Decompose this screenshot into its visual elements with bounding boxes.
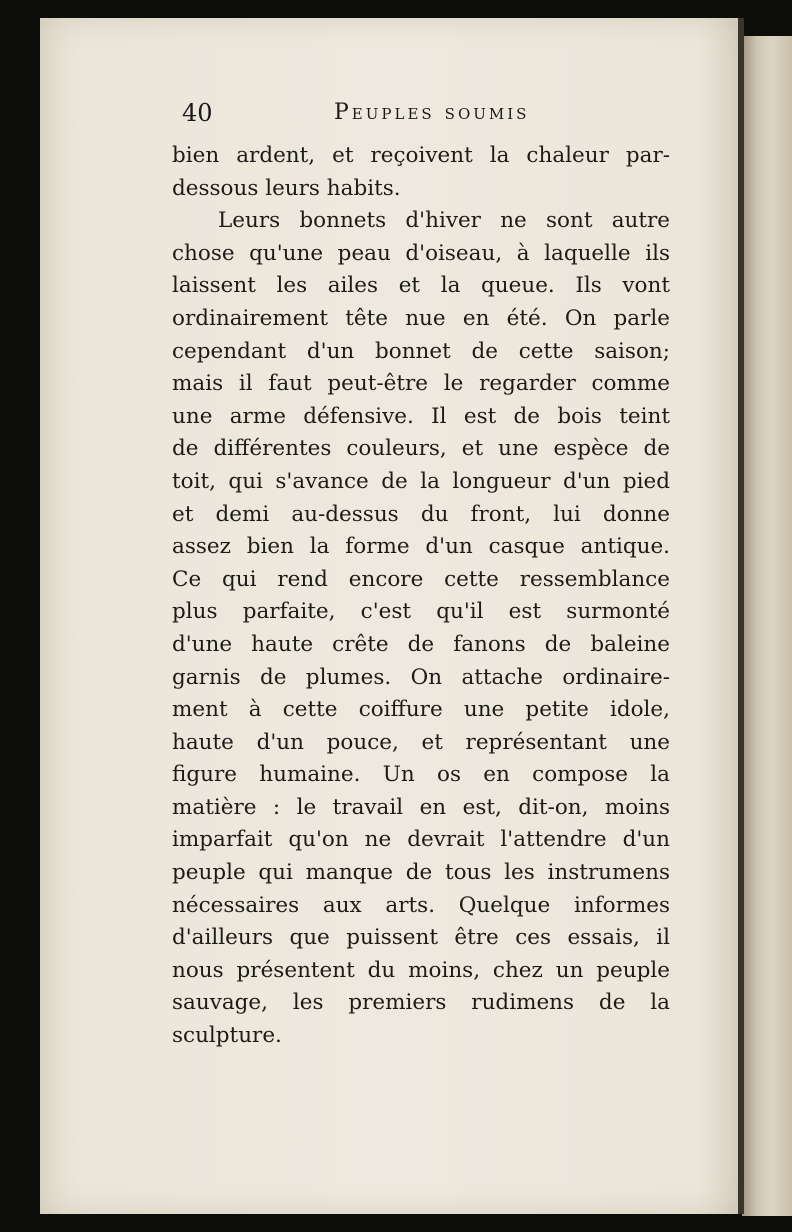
text-line: haute d'un pouce, et représentant une: [172, 729, 670, 755]
adjacent-page-edge: [742, 36, 792, 1216]
running-head: Peuples soumis: [334, 100, 530, 125]
text-line: imparfait qu'on ne devrait l'attendre d'un: [172, 827, 670, 853]
body-text: [172, 140, 670, 1053]
text-line: ordinairement tête nue en été. On parle: [172, 305, 670, 331]
page-number: 40: [182, 99, 213, 127]
text-line: de différentes couleurs, et une espèce de: [172, 436, 670, 462]
text-line: nécessaires aux arts. Quelque informes: [172, 892, 670, 918]
text-line: et demi au-dessus du front, lui donne: [172, 501, 670, 527]
text-line: laissent les ailes et la queue. Ils vont: [172, 273, 670, 299]
text-line: cependant d'un bonnet de cette saison;: [172, 338, 670, 364]
text-line: mais il faut peut-être le regarder comme: [172, 371, 670, 397]
text-line: d'ailleurs que puissent être ces essais, il: [172, 925, 670, 951]
text-line: garnis de plumes. On attache ordinaire-: [172, 664, 670, 690]
text-line: une arme défensive. Il est de bois teint: [172, 403, 670, 429]
text-line: assez bien la forme d'un casque antique.: [172, 534, 670, 560]
page-header: [142, 99, 662, 135]
text-line: dessous leurs habits.: [172, 175, 401, 201]
text-line: chose qu'une peau d'oiseau, à laquelle ils: [172, 240, 670, 266]
text-line: matière : le travail en est, dit-on, moins: [172, 794, 670, 820]
text-line: plus parfaite, c'est qu'il est surmonté: [172, 599, 670, 625]
text-line: Ce qui rend encore cette ressemblance: [172, 566, 670, 592]
text-line: peuple qui manque de tous les instrumens: [172, 860, 670, 886]
text-line: ment à cette coiffure une petite idole,: [172, 697, 670, 723]
text-line: figure humaine. Un os en compose la: [172, 762, 670, 788]
text-line: sculpture.: [172, 1023, 282, 1049]
text-line: bien ardent, et reçoivent la chaleur par-: [172, 143, 670, 168]
text-line: sauvage, les premiers rudimens de la: [172, 990, 670, 1016]
page-gutter: [738, 18, 744, 1214]
text-line: d'une haute crête de fanons de baleine: [172, 631, 670, 657]
text-line: toit, qui s'avance de la longueur d'un pied: [172, 468, 670, 494]
text-line: nous présentent du moins, chez un peuple: [172, 957, 670, 983]
text-line: Leurs bonnets d'hiver ne sont autre: [218, 208, 670, 234]
